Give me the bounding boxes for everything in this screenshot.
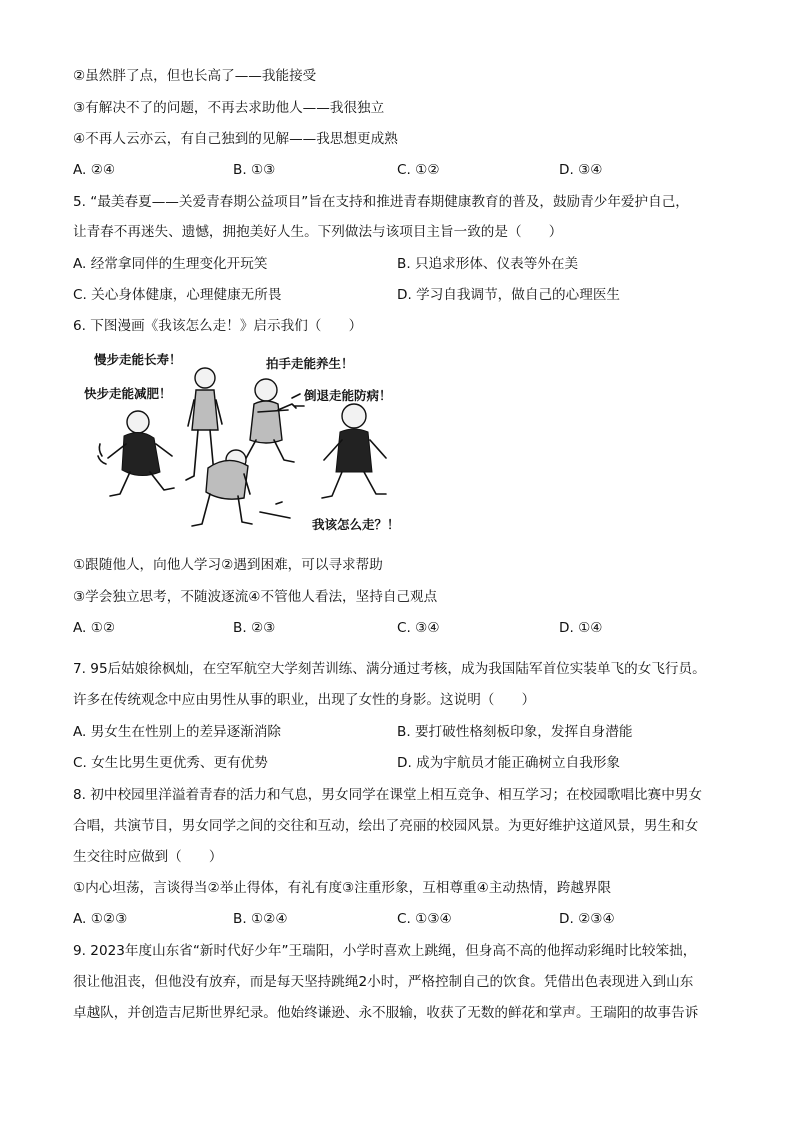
q5-stem-line2: 让青春不再迷失、遗憾，拥抱美好人生。下列做法与该项目主旨一致的是（ ） bbox=[73, 224, 563, 240]
q8-options bbox=[73, 909, 733, 929]
q6-stem: 6. 下图漫画《我该怎么走！》启示我们（ ） bbox=[73, 318, 363, 334]
q6-option-c[interactable]: C. ③④ bbox=[397, 620, 440, 636]
q4-option-c[interactable]: C. ①② bbox=[397, 162, 440, 178]
q6-options bbox=[73, 618, 733, 638]
q7-option-c[interactable]: C. 女生比男生更优秀、更有优势 bbox=[73, 755, 268, 771]
backwards-walker-figure bbox=[322, 404, 386, 498]
cartoon-label-back: 倒退走能防病！ bbox=[304, 388, 392, 403]
q7-options-row2 bbox=[73, 753, 733, 773]
q8-option-a[interactable]: A. ①②③ bbox=[73, 911, 128, 927]
q8-statements: ①内心坦荡，言谈得当②举止得体，有礼有度③注重形象，互相尊重④主动热情，跨越界限 bbox=[73, 880, 612, 896]
cartoon-label-me: 我该怎么走？！ bbox=[312, 517, 400, 532]
cartoon-label-clap: 拍手走能养生！ bbox=[266, 356, 354, 371]
cartoon-figure bbox=[80, 344, 420, 540]
q9-stem-line1: 9. 2023年度山东省“新时代好少年”王瑞阳，小学时喜欢上跳绳，但身高不高的他挥动彩绳时比较笨拙， bbox=[73, 943, 697, 959]
q5-options-row1 bbox=[73, 254, 733, 274]
q8-stem-line2: 合唱，共演节目，男女同学之间的交往和互动，绘出了亮丽的校园风景。为更好维护这道风景，男生和女 bbox=[73, 818, 699, 834]
fast-walker-figure bbox=[98, 411, 174, 496]
q5-option-a[interactable]: A. 经常拿同伴的生理变化开玩笑 bbox=[73, 256, 268, 272]
confused-person-figure bbox=[192, 450, 290, 526]
q5-options-row2 bbox=[73, 285, 733, 305]
q4-statement-3: ③有解决不了的问题，不再去求助他人——我很独立 bbox=[73, 100, 385, 116]
q4-option-b[interactable]: B. ①③ bbox=[233, 162, 276, 178]
q9-stem-line2: 很让他沮丧，但他没有放弃，而是每天坚持跳绳2小时，严格控制自己的饮食。凭借出色表现进入到山东 bbox=[73, 974, 694, 990]
q8-stem-line1: 8. 初中校园里洋溢着青春的活力和气息，男女同学在课堂上相互竞争、相互学习；在校园歌唱比赛中男女 bbox=[73, 787, 703, 803]
q5-option-c[interactable]: C. 关心身体健康，心理健康无所畏 bbox=[73, 287, 282, 303]
q4-statement-4: ④不再人云亦云，有自己独到的见解——我思想更成熟 bbox=[73, 131, 398, 147]
cartoon-label-slow: 慢步走能长寿！ bbox=[94, 352, 182, 367]
cartoon-label-fast: 快步走能减肥！ bbox=[84, 386, 172, 401]
q8-option-c[interactable]: C. ①③④ bbox=[397, 911, 452, 927]
q6-option-a[interactable]: A. ①② bbox=[73, 620, 116, 636]
q8-option-b[interactable]: B. ①②④ bbox=[233, 911, 288, 927]
q5-option-b[interactable]: B. 只追求形体、仪表等外在美 bbox=[397, 256, 579, 272]
q7-stem-line1: 7. 95后姑娘徐枫灿，在空军航空大学刻苦训练、满分通过考核，成为我国陆军首位实装单飞的女飞行员。 bbox=[73, 661, 706, 677]
q7-options-row1 bbox=[73, 722, 733, 742]
q8-option-d[interactable]: D. ②③④ bbox=[559, 911, 615, 927]
q9-stem-line3: 卓越队，并创造吉尼斯世界纪录。他始终谦逊、永不服输，收获了无数的鲜花和掌声。王瑞阳的故事告诉 bbox=[73, 1005, 699, 1021]
q7-option-d[interactable]: D. 成为宇航员才能正确树立自我形象 bbox=[397, 755, 621, 771]
clapping-walker-figure bbox=[236, 379, 304, 464]
q6-statements-1: ①跟随他人，向他人学习②遇到困难，可以寻求帮助 bbox=[73, 557, 383, 573]
q6-option-b[interactable]: B. ②③ bbox=[233, 620, 276, 636]
q4-option-d[interactable]: D. ③④ bbox=[559, 162, 603, 178]
q7-stem-line2: 许多在传统观念中应由男性从事的职业，出现了女性的身影。这说明（ ） bbox=[73, 692, 536, 708]
q6-statements-2: ③学会独立思考，不随波逐流④不管他人看法，坚持自己观点 bbox=[73, 589, 438, 605]
q7-option-b[interactable]: B. 要打破性格刻板印象，发挥自身潜能 bbox=[397, 724, 633, 740]
q5-option-d[interactable]: D. 学习自我调节，做自己的心理医生 bbox=[397, 287, 621, 303]
q4-statement-2: ②虽然胖了点，但也长高了——我能接受 bbox=[73, 68, 317, 84]
q7-option-a[interactable]: A. 男女生在性别上的差异逐渐消除 bbox=[73, 724, 282, 740]
q4-options bbox=[73, 160, 733, 180]
q6-option-d[interactable]: D. ①④ bbox=[559, 620, 603, 636]
q8-stem-line3: 生交往时应做到（ ） bbox=[73, 849, 223, 865]
q5-stem-line1: 5. “最美春夏——关爱青春期公益项目”旨在支持和推进青春期健康教育的普及，鼓励青少年爱护自己， bbox=[73, 194, 689, 210]
q4-option-a[interactable]: A. ②④ bbox=[73, 162, 116, 178]
